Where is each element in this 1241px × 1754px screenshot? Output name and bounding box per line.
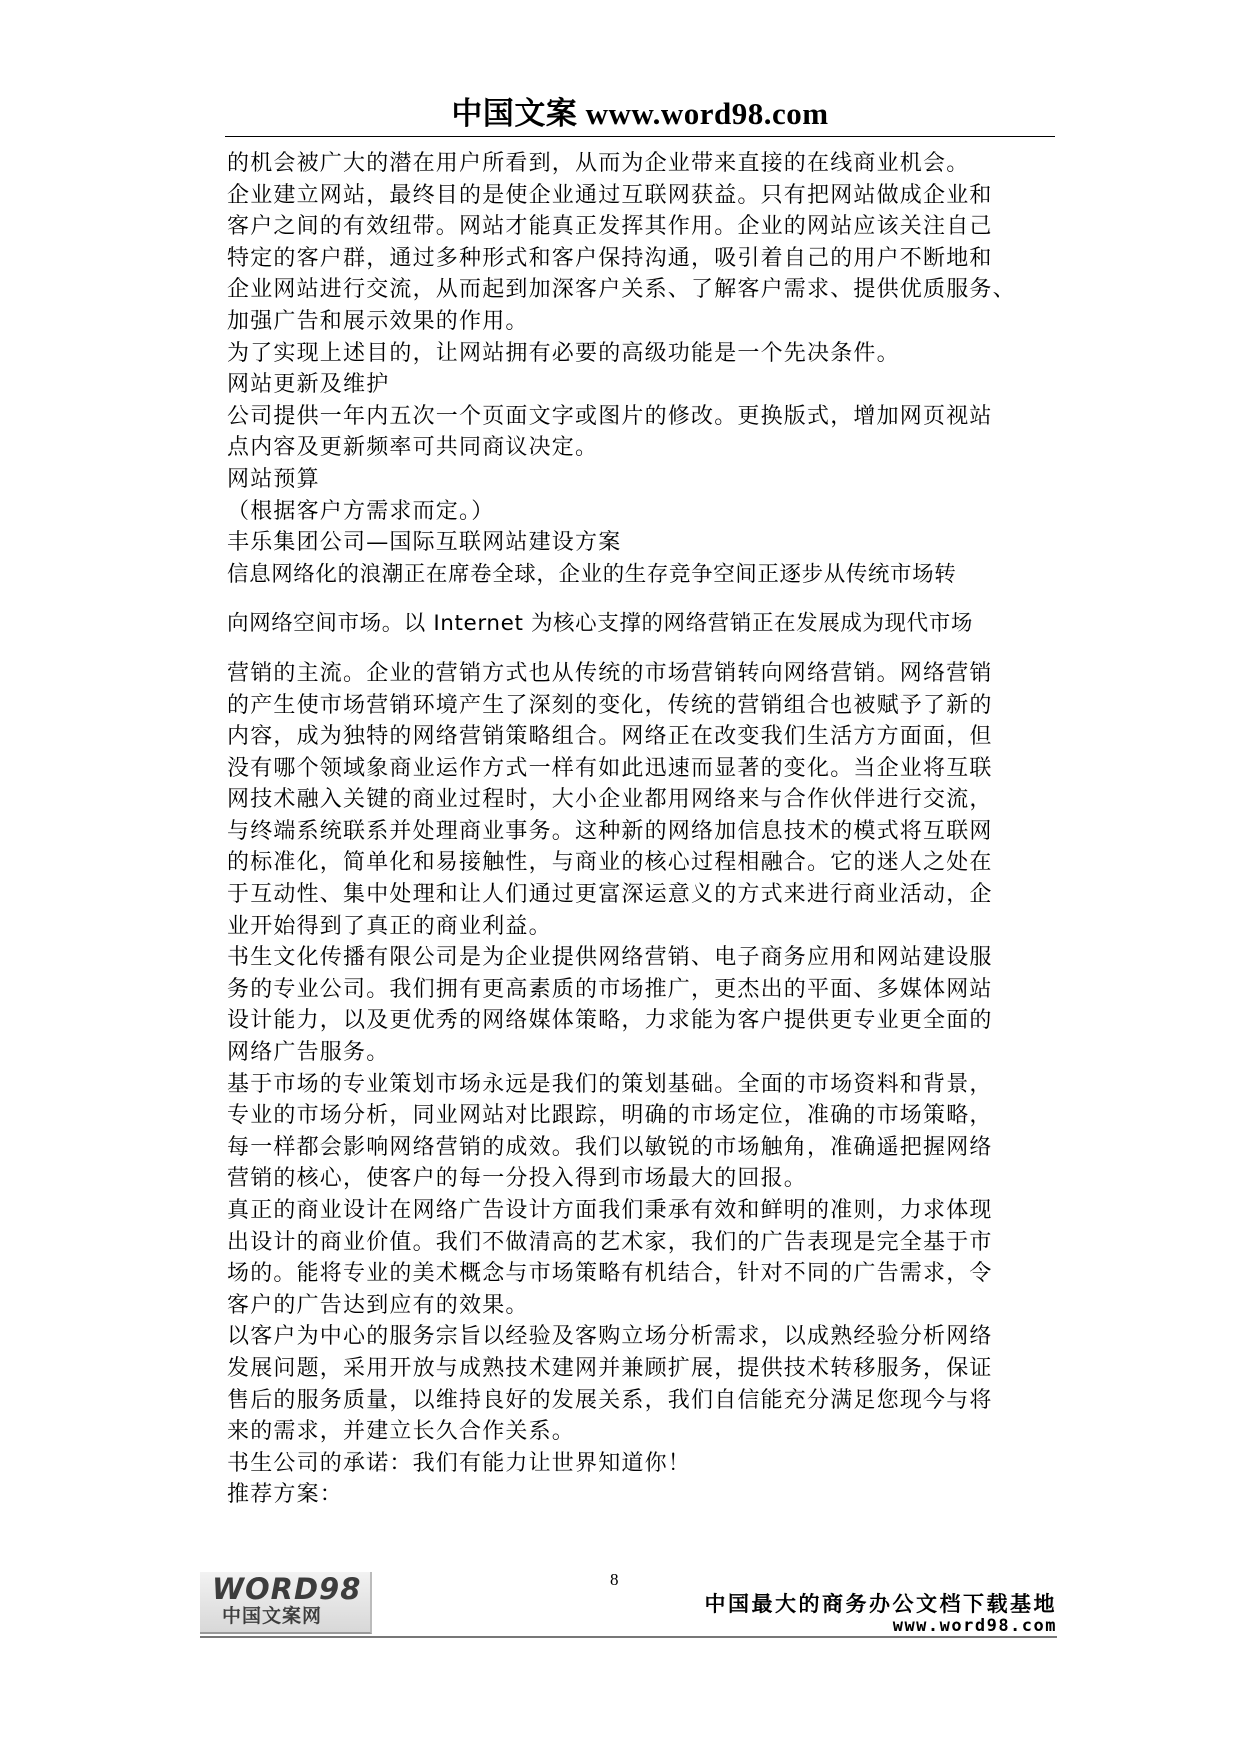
body-line: 的机会被广大的潜在用户所看到，从而为企业带来直接的在线商业机会。: [227, 151, 970, 176]
body-line: 真正的商业设计在网络广告设计方面我们秉承有效和鲜明的准则，力求体现: [227, 1198, 993, 1223]
body-line: 为了实现上述目的，让网站拥有必要的高级功能是一个先决条件。: [227, 340, 900, 366]
logo-subtitle: 中国文案网: [222, 1605, 323, 1627]
body-line: 营销的核心，使客户的每一分投入得到市场最大的回报。: [227, 1166, 808, 1192]
body-line: 企业建立网站，最终目的是使企业通过互联网获益。只有把网站做成企业和: [227, 182, 993, 208]
body-line: 没有哪个领域象商业运作方式一样有如此迅速而显著的变化。当企业将互联: [227, 755, 993, 781]
footer-tagline: 中国最大的商务办公文档下载基地: [704, 1592, 1057, 1616]
body-line: 客户之间的有效纽带。网站才能真正发挥其作用。企业的网站应该关注自己: [227, 214, 993, 240]
body-line: 发展问题，采用开放与成熟技术建网并兼顾扩展，提供技术转移服务，保证: [227, 1355, 993, 1381]
body-line: 专业的市场分析，同业网站对比跟踪，明确的市场定位，准确的市场策略，: [227, 1103, 993, 1129]
body-line: 向网络空间市场。以 Internet 为核心支撑的网络营销正在发展成为现代市场: [227, 611, 973, 637]
footer-rule: [200, 1636, 1057, 1638]
body-line: 务的专业公司。我们拥有更高素质的市场推广，更杰出的平面、多媒体网站: [227, 976, 993, 1002]
logo-wordmark: WORD98: [212, 1572, 362, 1606]
body-line: 客户的广告达到应有的效果。: [227, 1292, 529, 1318]
body-line: 设计能力，以及更优秀的网络媒体策略，力求能为客户提供更专业更全面的: [227, 1008, 993, 1034]
footer-url: www.word98.com: [892, 1616, 1057, 1636]
section-heading: 网站预算: [227, 466, 320, 492]
body-line: 的标准化，简单化和易接触性，与商业的核心过程相融合。它的迷人之处在: [227, 850, 993, 876]
body-line: 每一样都会影响网络营销的成效。我们以敏锐的市场触角，准确遥把握网络: [227, 1134, 993, 1160]
body-line: 信息网络化的浪潮正在席卷全球，企业的生存竞争空间正逐步从传统市场转: [227, 561, 957, 587]
body-line: 内容，成为独特的网络营销策略组合。网络正在改变我们生活方方面面，但: [227, 724, 993, 750]
body-line: 点内容及更新频率可共同商议决定。: [227, 435, 599, 461]
body-line: 于互动性、集中处理和让人们通过更富深运意义的方式来进行商业活动，企: [227, 882, 993, 908]
body-line: 出设计的商业价值。我们不做清高的艺术家，我们的广告表现是完全基于市: [227, 1229, 993, 1255]
section-heading: 丰乐集团公司—国际互联网站建设方案: [227, 530, 622, 556]
page-header-title: 中国文案 www.word98.com: [451, 96, 829, 131]
body-line: 公司提供一年内五次一个页面文字或图片的修改。更换版式，增加网页视站: [227, 403, 993, 429]
body-line: 与终端系统联系并处理商业事务。这种新的网络加信息技术的模式将互联网: [227, 818, 993, 844]
body-line: 业开始得到了真正的商业利益。: [227, 913, 552, 939]
body-line: 书生文化传播有限公司是为企业提供网络营销、电子商务应用和网站建设服: [227, 945, 993, 971]
document-body: [227, 148, 1057, 1511]
body-line: 售后的服务质量，以维持良好的发展关系，我们自信能充分满足您现今与将: [227, 1387, 993, 1413]
body-line: （根据客户方需求而定。）: [227, 498, 495, 524]
body-line: 书生公司的承诺：我们有能力让世界知道你！: [227, 1450, 692, 1476]
body-line: 推荐方案：: [227, 1482, 344, 1508]
body-line: 企业网站进行交流，从而起到加深客户关系、了解客户需求、提供优质服务、: [227, 277, 1016, 303]
body-line: 网技术融入关键的商业过程时，大小企业都用网络来与合作伙伴进行交流，: [227, 787, 993, 813]
body-line: 场的。能将专业的美术概念与市场策略有机结合，针对不同的广告需求，令: [227, 1261, 993, 1287]
header-rule: [225, 136, 1055, 137]
section-heading: 网站更新及维护: [227, 372, 390, 398]
page-footer: [200, 1572, 1057, 1638]
page-number: 8: [610, 1570, 619, 1589]
word98-logo: [200, 1572, 372, 1634]
body-line: 营销的主流。企业的营销方式也从传统的市场营销转向网络营销。网络营销: [227, 660, 993, 686]
body-line: 以客户为中心的服务宗旨以经验及客购立场分析需求，以成熟经验分析网络: [227, 1324, 993, 1350]
body-line: 的产生使市场营销环境产生了深刻的变化，传统的营销组合也被赋予了新的: [227, 692, 993, 718]
body-line: 基于市场的专业策划市场永远是我们的策划基础。全面的市场资料和背景，: [227, 1071, 993, 1097]
body-line: 特定的客户群，通过多种形式和客户保持沟通，吸引着自己的用户不断地和: [227, 245, 993, 271]
body-line: 网络广告服务。: [227, 1040, 390, 1066]
body-line: 加强广告和展示效果的作用。: [227, 308, 529, 334]
body-line: 来的需求，并建立长久合作关系。: [227, 1419, 576, 1445]
